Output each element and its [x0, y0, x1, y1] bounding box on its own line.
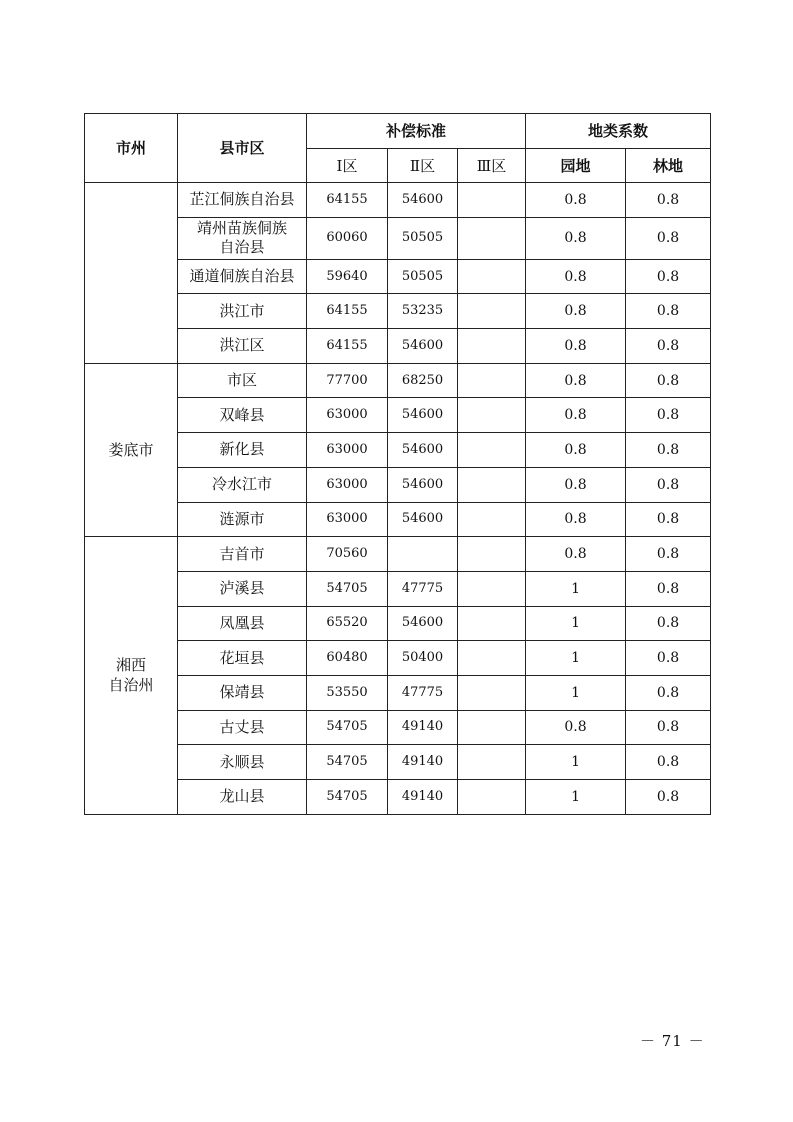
- garden-coef-cell: 0.8: [526, 294, 626, 329]
- forest-coef-cell: 0.8: [626, 329, 711, 364]
- zone-1-cell: 63000: [307, 433, 388, 468]
- table-row: [85, 641, 711, 676]
- header-forest: 林地: [626, 149, 711, 183]
- header-zone-1: Ⅰ区: [307, 149, 388, 183]
- forest-coef-cell: 0.8: [626, 502, 711, 537]
- table-row: [85, 571, 711, 606]
- table-row: [85, 606, 711, 641]
- county-cell: 双峰县: [178, 398, 307, 433]
- forest-coef-cell: 0.8: [626, 259, 711, 294]
- forest-coef-cell: 0.8: [626, 606, 711, 641]
- table-row: [85, 217, 711, 259]
- garden-coef-cell: 0.8: [526, 329, 626, 364]
- garden-coef-cell: 0.8: [526, 183, 626, 218]
- zone-1-cell: 64155: [307, 294, 388, 329]
- forest-coef-cell: 0.8: [626, 294, 711, 329]
- forest-coef-cell: 0.8: [626, 467, 711, 502]
- zone-1-cell: 60480: [307, 641, 388, 676]
- zone-3-cell: [458, 363, 526, 398]
- zone-2-cell: 47775: [388, 571, 458, 606]
- county-cell: 花垣县: [178, 641, 307, 676]
- header-standard: 补偿标准: [307, 114, 526, 149]
- header-garden: 园地: [526, 149, 626, 183]
- city-cell: 娄底市: [85, 363, 178, 536]
- zone-3-cell: [458, 745, 526, 780]
- zone-3-cell: [458, 217, 526, 259]
- table-row: [85, 259, 711, 294]
- county-cell: 泸溪县: [178, 571, 307, 606]
- table-row: [85, 710, 711, 745]
- zone-2-cell: 49140: [388, 745, 458, 780]
- forest-coef-cell: 0.8: [626, 745, 711, 780]
- zone-3-cell: [458, 398, 526, 433]
- zone-3-cell: [458, 467, 526, 502]
- garden-coef-cell: 0.8: [526, 363, 626, 398]
- county-cell: 靖州苗族侗族 自治县: [178, 217, 307, 259]
- zone-1-cell: 64155: [307, 329, 388, 364]
- garden-coef-cell: 1: [526, 745, 626, 780]
- zone-2-cell: 53235: [388, 294, 458, 329]
- city-cell: 湘西 自治州: [85, 537, 178, 815]
- zone-2-cell: 54600: [388, 606, 458, 641]
- table-row: [85, 675, 711, 710]
- city-cell: [85, 183, 178, 364]
- zone-1-cell: 54705: [307, 780, 388, 815]
- header-county: 县市区: [178, 114, 307, 183]
- zone-2-cell: 49140: [388, 710, 458, 745]
- county-cell: 新化县: [178, 433, 307, 468]
- county-cell: 保靖县: [178, 675, 307, 710]
- garden-coef-cell: 0.8: [526, 502, 626, 537]
- table-row: [85, 745, 711, 780]
- zone-1-cell: 77700: [307, 363, 388, 398]
- forest-coef-cell: 0.8: [626, 363, 711, 398]
- table-row: [85, 502, 711, 537]
- garden-coef-cell: 0.8: [526, 467, 626, 502]
- zone-3-cell: [458, 571, 526, 606]
- county-cell: 冷水江市: [178, 467, 307, 502]
- county-cell: 龙山县: [178, 780, 307, 815]
- zone-2-cell: 54600: [388, 467, 458, 502]
- table-row: [85, 183, 711, 218]
- header-zone-2: Ⅱ区: [388, 149, 458, 183]
- garden-coef-cell: 0.8: [526, 259, 626, 294]
- zone-1-cell: 54705: [307, 745, 388, 780]
- zone-2-cell: [388, 537, 458, 572]
- header-coef: 地类系数: [526, 114, 711, 149]
- zone-3-cell: [458, 329, 526, 364]
- county-cell: 通道侗族自治县: [178, 259, 307, 294]
- forest-coef-cell: 0.8: [626, 675, 711, 710]
- zone-1-cell: 64155: [307, 183, 388, 218]
- county-cell: 市区: [178, 363, 307, 398]
- county-cell: 洪江市: [178, 294, 307, 329]
- zone-3-cell: [458, 259, 526, 294]
- zone-2-cell: 54600: [388, 183, 458, 218]
- forest-coef-cell: 0.8: [626, 641, 711, 676]
- table-row: [85, 467, 711, 502]
- zone-2-cell: 50505: [388, 217, 458, 259]
- zone-1-cell: 59640: [307, 259, 388, 294]
- zone-2-cell: 49140: [388, 780, 458, 815]
- garden-coef-cell: 1: [526, 780, 626, 815]
- garden-coef-cell: 1: [526, 675, 626, 710]
- zone-2-cell: 47775: [388, 675, 458, 710]
- zone-1-cell: 54705: [307, 571, 388, 606]
- table-row: [85, 537, 711, 572]
- zone-2-cell: 50505: [388, 259, 458, 294]
- county-cell: 凤凰县: [178, 606, 307, 641]
- zone-3-cell: [458, 675, 526, 710]
- zone-1-cell: 63000: [307, 398, 388, 433]
- zone-1-cell: 63000: [307, 502, 388, 537]
- garden-coef-cell: 0.8: [526, 217, 626, 259]
- zone-2-cell: 54600: [388, 398, 458, 433]
- county-cell: 古丈县: [178, 710, 307, 745]
- forest-coef-cell: 0.8: [626, 398, 711, 433]
- forest-coef-cell: 0.8: [626, 780, 711, 815]
- zone-1-cell: 53550: [307, 675, 388, 710]
- zone-3-cell: [458, 606, 526, 641]
- zone-1-cell: 63000: [307, 467, 388, 502]
- garden-coef-cell: 1: [526, 641, 626, 676]
- zone-2-cell: 54600: [388, 433, 458, 468]
- county-cell: 涟源市: [178, 502, 307, 537]
- header-zone-3: Ⅲ区: [458, 149, 526, 183]
- county-cell: 洪江区: [178, 329, 307, 364]
- forest-coef-cell: 0.8: [626, 433, 711, 468]
- garden-coef-cell: 0.8: [526, 433, 626, 468]
- forest-coef-cell: 0.8: [626, 710, 711, 745]
- table-row: [85, 363, 711, 398]
- county-cell: 吉首市: [178, 537, 307, 572]
- header-city: 市州: [85, 114, 178, 183]
- forest-coef-cell: 0.8: [626, 571, 711, 606]
- garden-coef-cell: 1: [526, 571, 626, 606]
- zone-3-cell: [458, 502, 526, 537]
- forest-coef-cell: 0.8: [626, 183, 711, 218]
- zone-1-cell: 54705: [307, 710, 388, 745]
- table-body: [85, 183, 711, 815]
- zone-3-cell: [458, 294, 526, 329]
- zone-1-cell: 70560: [307, 537, 388, 572]
- forest-coef-cell: 0.8: [626, 537, 711, 572]
- garden-coef-cell: 0.8: [526, 398, 626, 433]
- table-row: [85, 329, 711, 364]
- zone-2-cell: 54600: [388, 502, 458, 537]
- zone-3-cell: [458, 433, 526, 468]
- forest-coef-cell: 0.8: [626, 217, 711, 259]
- compensation-table: [84, 113, 711, 815]
- zone-3-cell: [458, 183, 526, 218]
- table-row: [85, 398, 711, 433]
- table-row: [85, 294, 711, 329]
- garden-coef-cell: 0.8: [526, 537, 626, 572]
- zone-3-cell: [458, 537, 526, 572]
- table-header: [85, 114, 711, 183]
- page-number: － 71 －: [640, 1032, 705, 1050]
- garden-coef-cell: 0.8: [526, 710, 626, 745]
- zone-1-cell: 60060: [307, 217, 388, 259]
- zone-3-cell: [458, 710, 526, 745]
- table-row: [85, 433, 711, 468]
- table-row: [85, 780, 711, 815]
- zone-3-cell: [458, 641, 526, 676]
- zone-2-cell: 50400: [388, 641, 458, 676]
- zone-3-cell: [458, 780, 526, 815]
- zone-2-cell: 68250: [388, 363, 458, 398]
- county-cell: 芷江侗族自治县: [178, 183, 307, 218]
- county-cell: 永顺县: [178, 745, 307, 780]
- garden-coef-cell: 1: [526, 606, 626, 641]
- zone-1-cell: 65520: [307, 606, 388, 641]
- zone-2-cell: 54600: [388, 329, 458, 364]
